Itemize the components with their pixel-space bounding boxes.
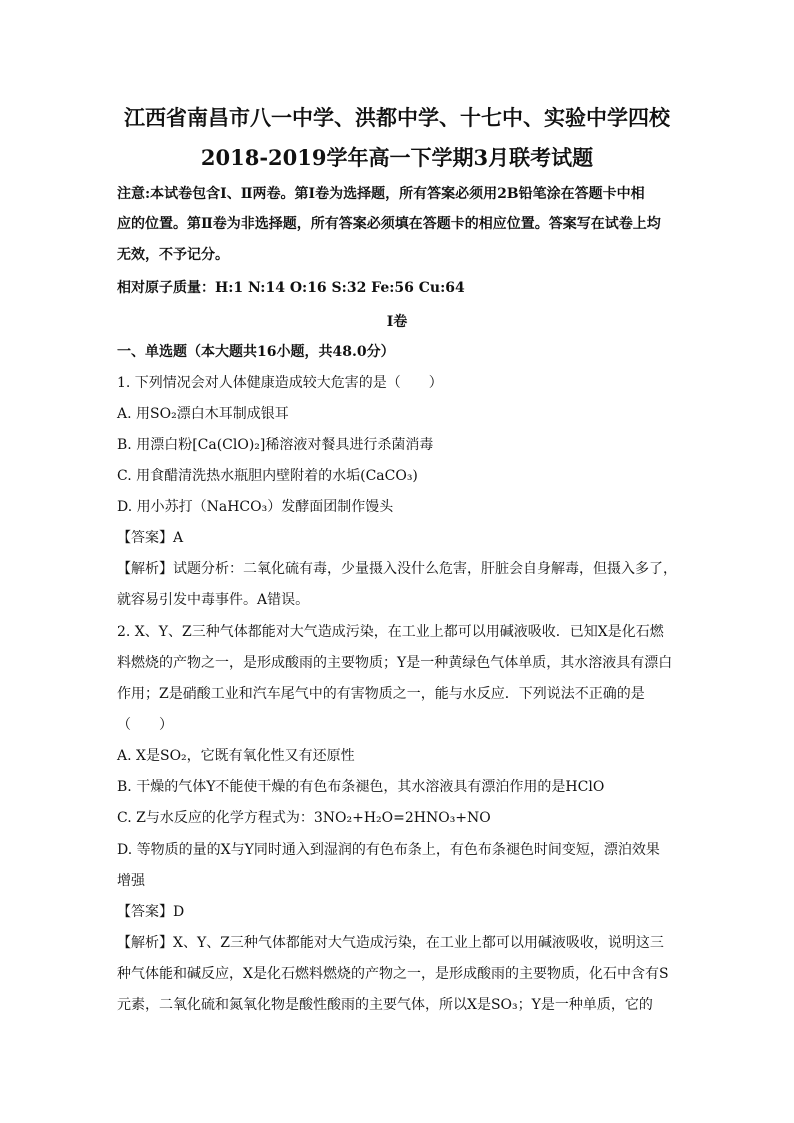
question-2-analysis-line-3: 元素，二氧化硫和氮氧化物是酸性酸雨的主要气体，所以X是SO₃；Y是一种单质，它的 bbox=[117, 997, 653, 1013]
question-2-option-d-line-2: 增强 bbox=[117, 873, 145, 889]
question-2-option-d-line-1: D. 等物质的量的X与Y同时通入到湿润的有色布条上，有色布条褪色时间变短，漂泊效果 bbox=[117, 842, 660, 858]
question-2-analysis-line-1: 【解析】X、Y、Z三种气体都能对大气造成污染，在工业上都可以用碱液吸收，说明这三 bbox=[117, 935, 664, 951]
question-1-option-d: D. 用小苏打（NaHCO₃）发酵面团制作馒头 bbox=[117, 499, 394, 515]
question-2-stem-line-4: （ ） bbox=[117, 717, 173, 733]
question-2-analysis-line-2: 种气体能和碱反应，X是化石燃料燃烧的产物之一，是形成酸雨的主要物质，化石中含有S bbox=[117, 966, 669, 982]
title-line-2: 2018-2019学年高一下学期3月联考试题 bbox=[200, 145, 594, 170]
question-2-stem-line-2: 料燃烧的产物之一，是形成酸雨的主要物质；Y是一种黄绿色气体单质，其水溶液具有漂白 bbox=[117, 655, 673, 671]
question-2-answer: 【答案】D bbox=[117, 904, 185, 920]
question-1-option-c: C. 用食醋清洗热水瓶胆内壁附着的水垢(CaCO₃) bbox=[117, 468, 418, 484]
question-2-stem-line-1: 2. X、Y、Z三种气体都能对大气造成污染，在工业上都可以用碱液吸收．已知X是化石燃 bbox=[117, 624, 664, 640]
question-1-option-b: B. 用漂白粉[Ca(ClO)₂]稀溶液对餐具进行杀菌消毒 bbox=[117, 437, 434, 453]
notice-line-2: 应的位置。第Ⅱ卷为非选择题，所有答案必须填在答题卡的相应位置。答案写在试卷上均 bbox=[117, 216, 661, 232]
section-label: Ⅰ卷 bbox=[386, 314, 408, 330]
notice-line-3: 无效，不予记分。 bbox=[117, 247, 229, 263]
question-2-option-b: B. 干燥的气体Y不能使干燥的有色布条褪色，其水溶液具有漂泊作用的是HClO bbox=[117, 779, 605, 795]
part-heading: 一、单选题（本大题共16小题，共48.0分） bbox=[117, 344, 395, 360]
question-2-option-c: C. Z与水反应的化学方程式为：3NO₂+H₂O=2HNO₃+NO bbox=[117, 810, 491, 826]
notice-line-1: 注意:本试卷包含Ⅰ、Ⅱ两卷。第Ⅰ卷为选择题，所有答案必须用2B铅笔涂在答题卡中相 bbox=[117, 186, 645, 202]
question-1-answer: 【答案】A bbox=[117, 530, 184, 546]
question-1-stem: 1. 下列情况会对人体健康造成较大危害的是（ ） bbox=[117, 375, 443, 391]
question-1-analysis-line-1: 【解析】试题分析：二氧化硫有毒，少量摄入没什么危害，肝脏会自身解毒，但摄入多了， bbox=[117, 561, 677, 577]
question-2-stem-line-3: 作用；Z是硝酸工业和汽车尾气中的有害物质之一，能与水反应．下列说法不正确的是 bbox=[117, 686, 645, 702]
question-1-analysis-line-2: 就容易引发中毒事件。A错误。 bbox=[117, 592, 310, 608]
question-1-option-a: A. 用SO₂漂白木耳制成银耳 bbox=[117, 406, 289, 422]
title-line-1: 江西省南昌市八一中学、洪都中学、十七中、实验中学四校 bbox=[124, 105, 670, 130]
atomic-mass: 相对原子质量：H:1 N:14 O:16 S:32 Fe:56 Cu:64 bbox=[117, 280, 465, 296]
question-2-option-a: A. X是SO₂，它既有氧化性又有还原性 bbox=[117, 748, 355, 764]
